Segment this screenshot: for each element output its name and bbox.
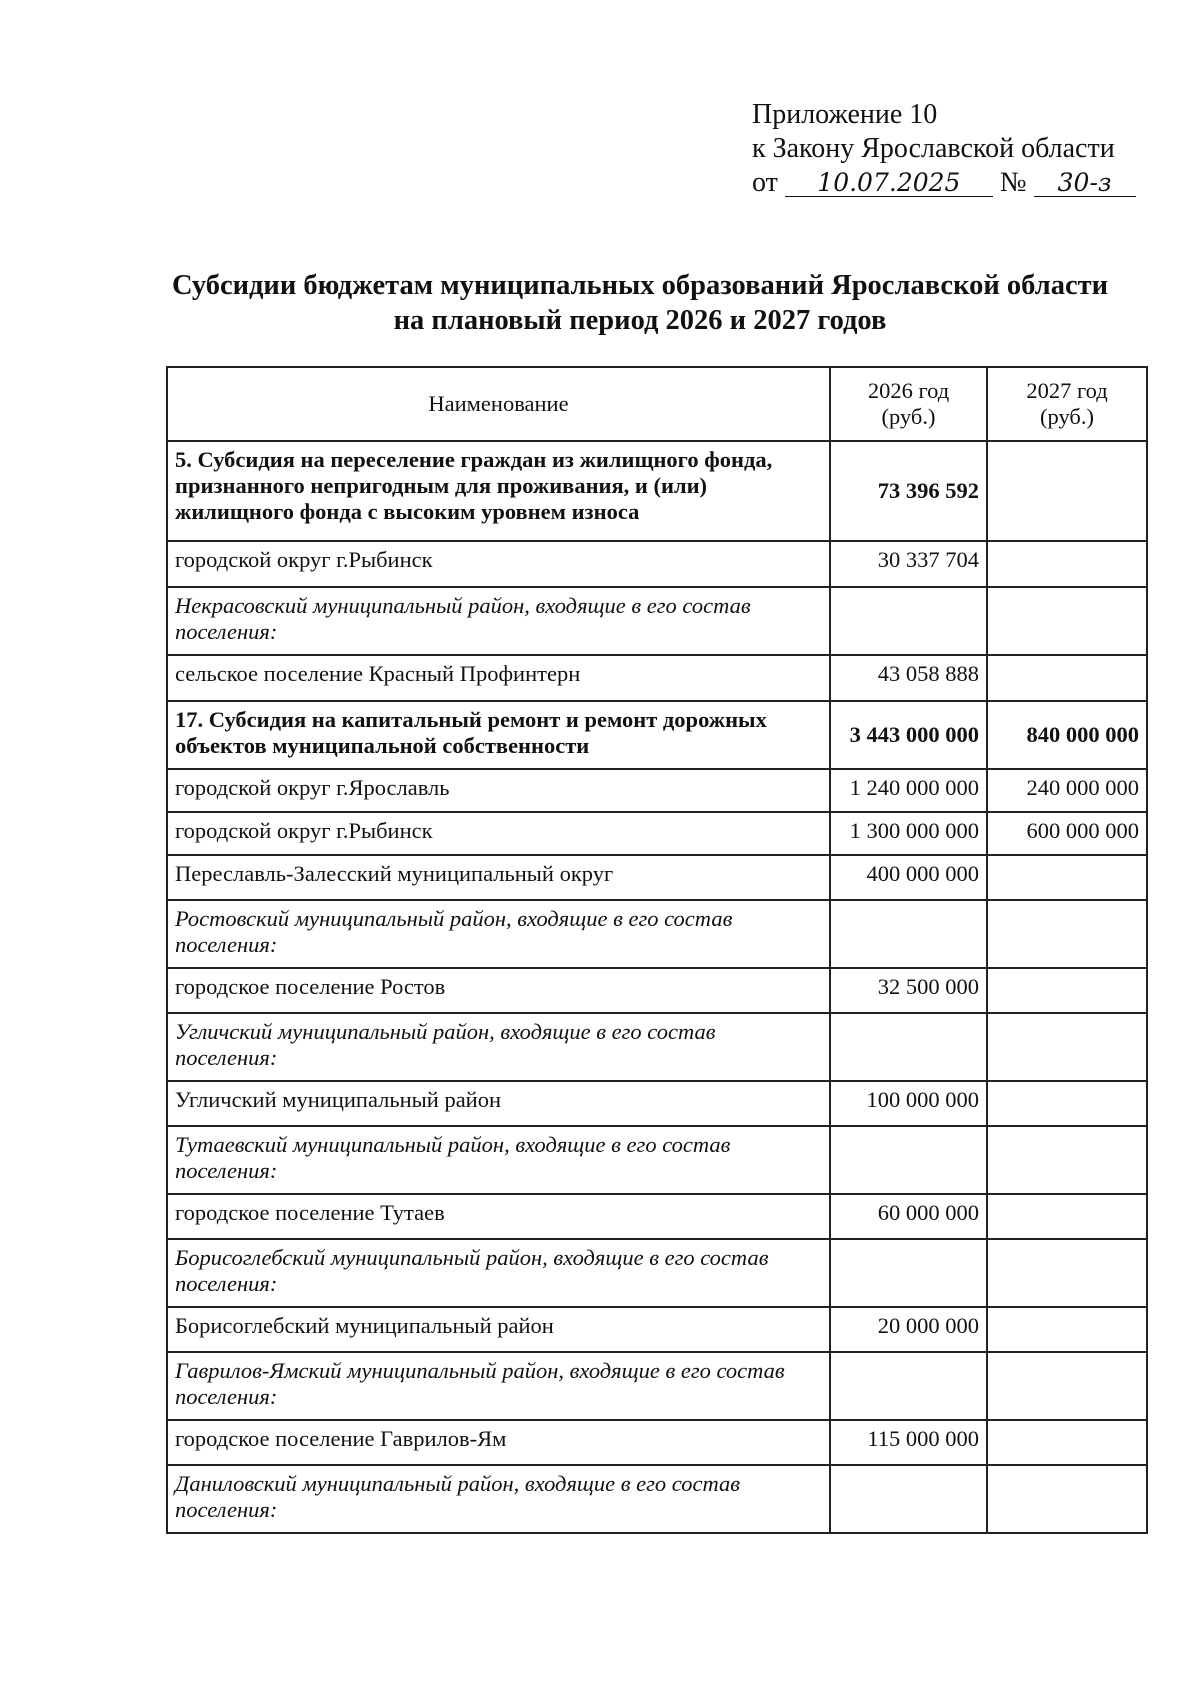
from-label: от <box>752 167 778 198</box>
row-amount-2026: 1 240 000 000 <box>830 769 987 812</box>
row-name: 5. Субсидия на переселение граждан из жилищного фонда, признанного непригодным для проживания, и (или) жилищного фонда с высоким уровнем износа <box>167 441 830 541</box>
row-amount-2026: 400 000 000 <box>830 855 987 900</box>
table-row <box>167 1194 1147 1239</box>
row-amount-2027 <box>987 655 1147 701</box>
row-name: 17. Субсидия на капитальный ремонт и ремонт дорожных объектов муниципальной собственности <box>167 701 830 769</box>
row-name: Гаврилов-Ямский муниципальный район, входящие в его состав поселения: <box>167 1352 830 1420</box>
title-line-1: Субсидии бюджетам муниципальных образований Ярославской области <box>171 270 1109 301</box>
row-amount-2026: 100 000 000 <box>830 1081 987 1126</box>
title-line-2: на плановый период 2026 и 2027 годов <box>393 305 887 336</box>
row-name: Даниловский муниципальный район, входящие в его состав поселения: <box>167 1465 830 1533</box>
row-amount-2026 <box>830 1465 987 1533</box>
row-amount-2026 <box>830 1239 987 1307</box>
table-header-row <box>167 367 1147 441</box>
table-row <box>167 655 1147 701</box>
row-amount-2027 <box>987 1081 1147 1126</box>
district-group-row <box>167 900 1147 968</box>
row-amount-2027 <box>987 1013 1147 1081</box>
table-row <box>167 541 1147 587</box>
appendix-law-reference: к Закону Ярославской области <box>752 133 1115 164</box>
table-row <box>167 1420 1147 1465</box>
row-amount-2026: 32 500 000 <box>830 968 987 1013</box>
row-name: городской округ г.Ярославль <box>167 769 830 812</box>
row-amount-2027: 840 000 000 <box>987 701 1147 769</box>
table-row <box>167 968 1147 1013</box>
row-amount-2026 <box>830 1013 987 1081</box>
row-name: Тутаевский муниципальный район, входящие в его состав поселения: <box>167 1126 830 1194</box>
row-name: Борисоглебский муниципальный район, входящие в его состав поселения: <box>167 1239 830 1307</box>
row-name: Борисоглебский муниципальный район <box>167 1307 830 1352</box>
row-amount-2026 <box>830 587 987 655</box>
number-label: № <box>999 167 1027 198</box>
district-group-row <box>167 1013 1147 1081</box>
row-name: Угличский муниципальный район, входящие в его состав поселения: <box>167 1013 830 1081</box>
row-name: сельское поселение Красный Профинтерн <box>167 655 830 701</box>
row-amount-2027 <box>987 1352 1147 1420</box>
row-name: городское поселение Ростов <box>167 968 830 1013</box>
row-amount-2027: 240 000 000 <box>987 769 1147 812</box>
subsidies-table <box>166 366 1148 1534</box>
row-amount-2026: 1 300 000 000 <box>830 812 987 855</box>
row-amount-2027 <box>987 1465 1147 1533</box>
row-amount-2026: 60 000 000 <box>830 1194 987 1239</box>
row-amount-2027 <box>987 441 1147 541</box>
row-amount-2026: 3 443 000 000 <box>830 701 987 769</box>
table-row <box>167 769 1147 812</box>
row-amount-2027 <box>987 1239 1147 1307</box>
district-group-row <box>167 587 1147 655</box>
row-amount-2027 <box>987 1420 1147 1465</box>
header-2026: 2026 год (руб.) <box>830 367 987 441</box>
row-amount-2026: 43 058 888 <box>830 655 987 701</box>
district-group-row <box>167 1465 1147 1533</box>
law-number: 30-з <box>1034 170 1136 197</box>
row-amount-2027 <box>987 968 1147 1013</box>
district-group-row <box>167 1239 1147 1307</box>
row-amount-2027 <box>987 587 1147 655</box>
row-amount-2027 <box>987 1194 1147 1239</box>
header-name: Наименование <box>167 367 830 441</box>
district-group-row <box>167 1352 1147 1420</box>
row-name: городской округ г.Рыбинск <box>167 541 830 587</box>
row-amount-2027 <box>987 900 1147 968</box>
row-amount-2027: 600 000 000 <box>987 812 1147 855</box>
row-amount-2027 <box>987 1126 1147 1194</box>
row-name: городской округ г.Рыбинск <box>167 812 830 855</box>
row-amount-2026 <box>830 1126 987 1194</box>
row-name: городское поселение Тутаев <box>167 1194 830 1239</box>
row-amount-2026: 115 000 000 <box>830 1420 987 1465</box>
row-name: Ростовский муниципальный район, входящие в его состав поселения: <box>167 900 830 968</box>
table-row <box>167 812 1147 855</box>
row-amount-2026: 30 337 704 <box>830 541 987 587</box>
district-group-row <box>167 1126 1147 1194</box>
row-amount-2026: 73 396 592 <box>830 441 987 541</box>
appendix-number: Приложение 10 <box>752 99 938 130</box>
appendix-header <box>752 98 1136 200</box>
row-amount-2026: 20 000 000 <box>830 1307 987 1352</box>
appendix-date-line <box>752 166 1136 200</box>
row-amount-2026 <box>830 1352 987 1420</box>
row-amount-2027 <box>987 1307 1147 1352</box>
header-2027: 2027 год (руб.) <box>987 367 1147 441</box>
row-name: Переславль-Залесский муниципальный округ <box>167 855 830 900</box>
row-amount-2027 <box>987 541 1147 587</box>
table-row <box>167 1081 1147 1126</box>
table-row <box>167 1307 1147 1352</box>
law-date: 10.07.2025 <box>785 170 993 197</box>
table-row <box>167 855 1147 900</box>
row-amount-2026 <box>830 900 987 968</box>
section-row <box>167 441 1147 541</box>
row-amount-2027 <box>987 855 1147 900</box>
section-row <box>167 701 1147 769</box>
row-name: Угличский муниципальный район <box>167 1081 830 1126</box>
row-name: Некрасовский муниципальный район, входящие в его состав поселения: <box>167 587 830 655</box>
row-name: городское поселение Гаврилов-Ям <box>167 1420 830 1465</box>
document-title <box>150 268 1130 338</box>
